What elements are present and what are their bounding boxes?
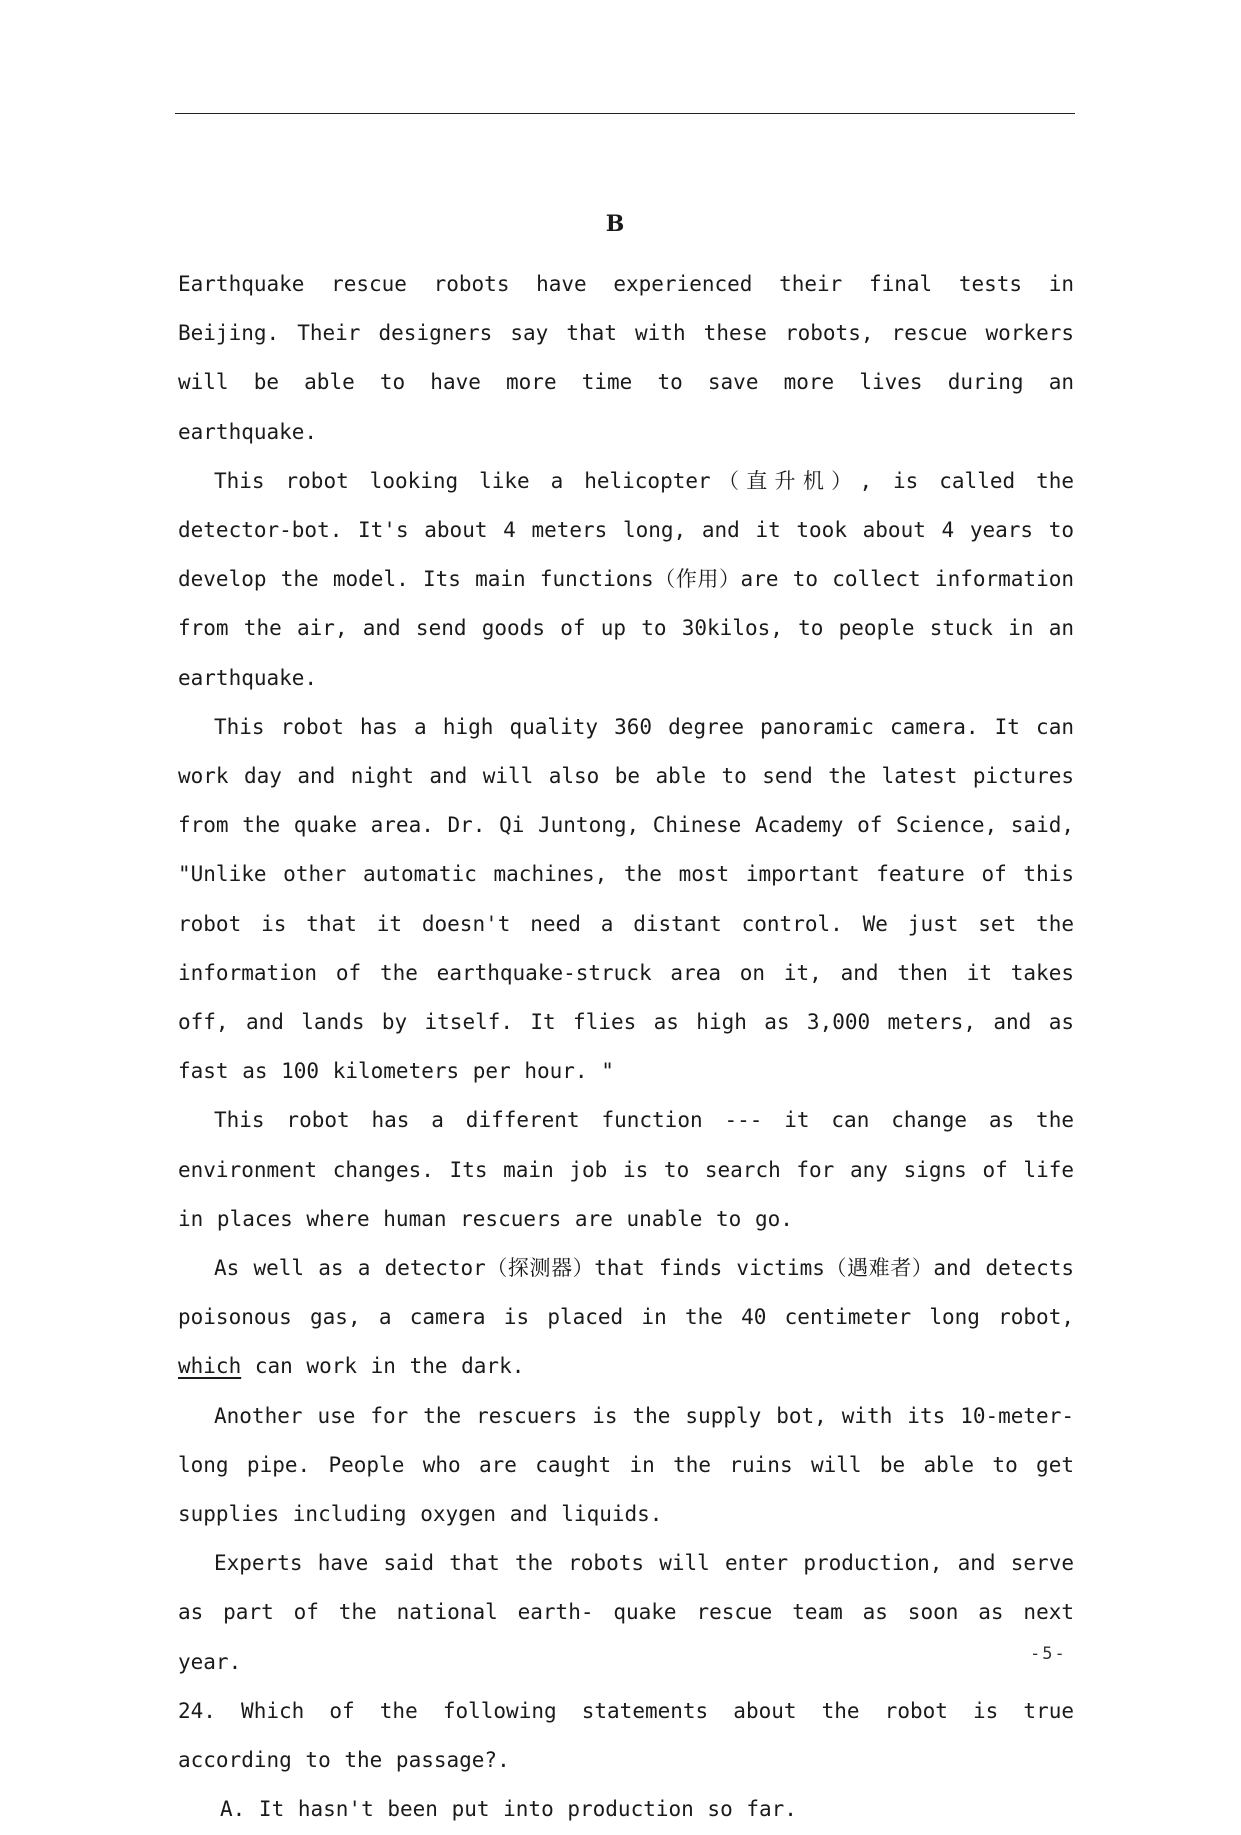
section-title: B bbox=[605, 211, 625, 237]
paragraph-5-text-after: can work in the dark. bbox=[241, 1354, 525, 1379]
paragraph-5 bbox=[178, 1244, 1074, 1392]
paragraph-5-text-before: As well as a detector（探测器）that finds victims（遇难者）and detects poisonous gas, a camera is placed in the 40 centimeter long robot, bbox=[178, 1256, 1074, 1330]
paragraph-7: Experts have said that the robots will enter production, and serve as part of the national earth- quake rescue team as soon as next year. bbox=[178, 1551, 1074, 1674]
question-24: 24. Which of the following statements about the robot is true according to the passage?. bbox=[178, 1698, 1074, 1773]
paragraph-2: This robot looking like a helicopter（直升机）, is called the detector-bot. It's about 4 meters long, and it took about 4 years to develop the model. Its main functions（作用）are to collect information from the air, and send goods of up to 30kilos, to people stuck in an earthquake. bbox=[178, 468, 1074, 690]
underlined-word: which bbox=[178, 1354, 242, 1379]
paragraph-1: Earthquake rescue robots have experienced their final tests in Beijing. Their designers say that with these robots, rescue workers will be able to have more time to save more lives during an earthquake. bbox=[178, 272, 1074, 444]
passage-body bbox=[178, 260, 1074, 1835]
page-number: -5- bbox=[1030, 1644, 1067, 1664]
header-rule bbox=[175, 113, 1075, 114]
paragraph-6: Another use for the rescuers is the supply bot, with its 10-meter-long pipe. People who are caught in the ruins will be able to get supplies including oxygen and liquids. bbox=[178, 1403, 1074, 1527]
paragraph-4: This robot has a different function --- it can change as the environment changes. Its main job is to search for any signs of life in places where human rescuers are unable to go. bbox=[178, 1108, 1074, 1231]
paragraph-3: This robot has a high quality 360 degree panoramic camera. It can work day and night and will also be able to send the latest pictures from the quake area. Dr. Qi Juntong, Chinese Academy of Science, said, "Unlike other automatic machines, the most important feature of this robot is that it doesn't need a distant control. We just set the information of the earthquake-struck area on it, and then it takes off, and lands by itself. It flies as high as 3,000 meters, and as fast as 100 kilometers per hour. " bbox=[178, 714, 1075, 1084]
question-24-option-a: A. It hasn't been put into production so far. bbox=[220, 1797, 797, 1822]
